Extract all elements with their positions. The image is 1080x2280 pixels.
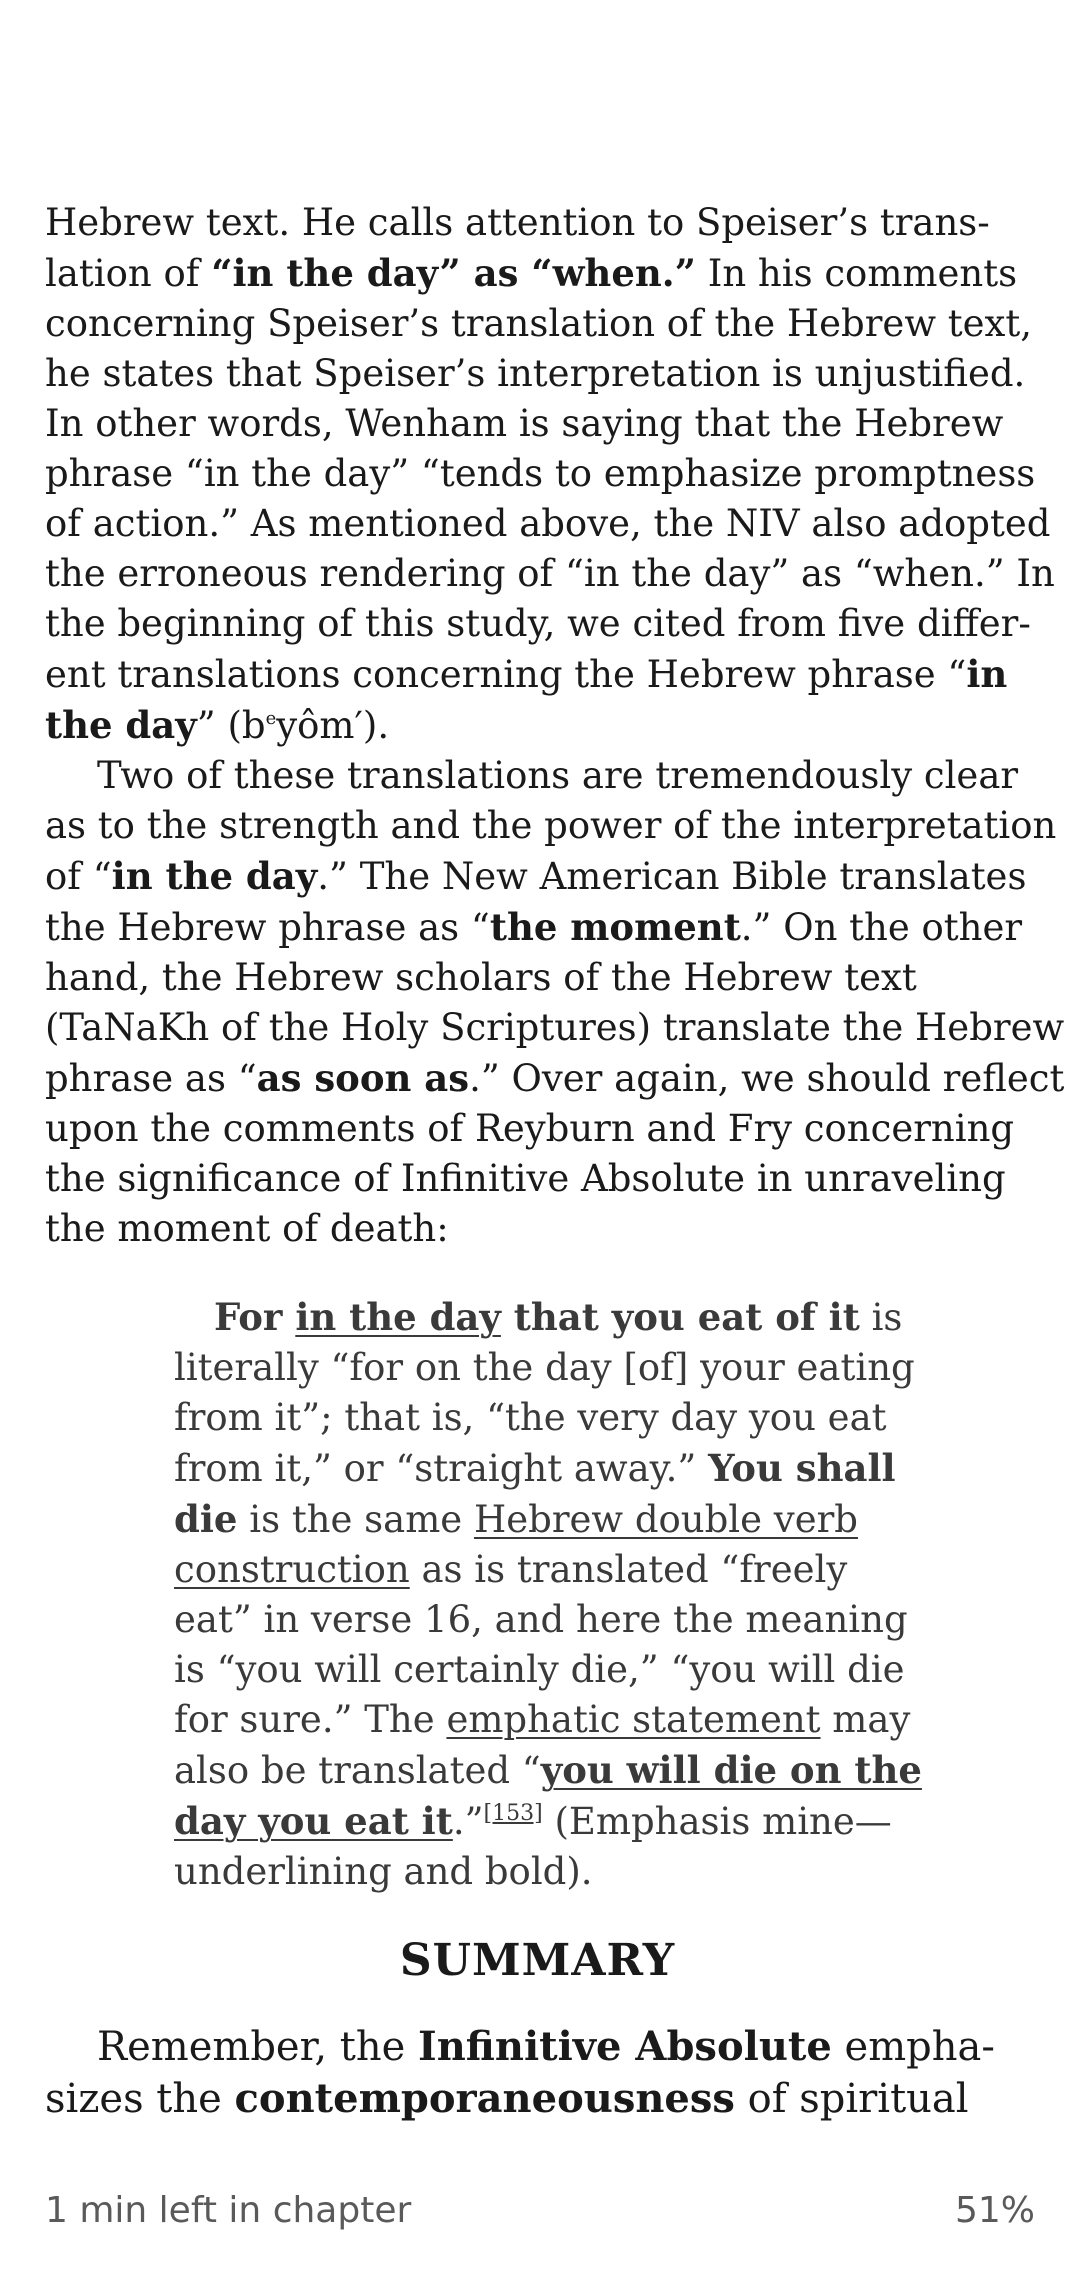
text-line: lation of “in the day” as “when.” In his comments [45,251,1018,295]
text-line: of “in the day.” The New American Bible translates [45,854,1027,898]
text-line: construction as is translated “freely [174,1548,848,1591]
paragraph [45,751,1065,1254]
text-line: is “you will certainly die,” “you will die [174,1648,905,1691]
text-line: In other words, Wenham is saying that the Hebrew [45,402,1004,445]
text-line: sizes the contemporaneousness of spiritual [45,2075,969,2122]
text-line: the significance of Infinitive Absolute in unraveling [45,1157,1006,1200]
text-line: (TaNaKh of the Holy Scriptures) translate the Hebrew [45,1006,1065,1049]
text-line: the moment of death: [45,1207,449,1250]
text-line: as to the strength and the power of the interpretation [45,804,1057,847]
text-line: hand, the Hebrew scholars of the Hebrew text [45,956,917,999]
section-heading: SUMMARY [399,1935,676,1986]
text-line: from it,” or “straight away.” You shall [174,1446,896,1490]
text-line: the day” $(b^eyôm')$. [45,703,390,747]
text-line: die is the same Hebrew double verb [174,1497,858,1541]
paragraph [45,2021,1045,2125]
text-line: phrase “in the day” “tends to emphasize promptness [45,452,1036,495]
text-line: the beginning of this study, we cited from five differ- [45,602,1031,645]
time-left-label[interactable]: 1 min left in chapter [45,2190,412,2231]
reader-page[interactable] [45,198,1065,2125]
block-quote [174,1292,922,1897]
text-line: from it”; that is, “the very day you eat [174,1396,887,1439]
paragraph [45,198,1055,751]
progress-percent: 51% [954,2190,1035,2231]
text-line: eat” in verse 16, and here the meaning [174,1598,908,1641]
text-line: Hebrew text. He calls attention to Speiser’s trans- [45,201,990,244]
text-line: underlining and bold). [174,1850,593,1893]
text-line: literally “for on the day [of] your eating [174,1346,915,1389]
text-line: for sure.” The emphatic statement may [174,1698,911,1741]
text-line: Two of these translations are tremendously clear [97,754,1019,797]
text-line: concerning Speiser’s translation of the Hebrew text, [45,302,1033,345]
text-line: the Hebrew phrase as “the moment.” On the other [45,905,1023,949]
text-line: also be translated “you will die on the [174,1748,922,1792]
text-line: For in the day that you eat of it is [214,1295,903,1339]
text-line: day you eat it.”[153] (Emphasis mine— [174,1799,892,1843]
text-line: of action.” As mentioned above, the NIV also adopted [45,502,1051,545]
reading-progress-footer[interactable] [45,2190,1035,2231]
text-line: ent translations concerning the Hebrew phrase “in [45,652,1008,696]
footnote-link[interactable]: [153] [483,1801,543,1826]
text-line: upon the comments of Reyburn and Fry concerning [45,1107,1015,1150]
text-line: the erroneous rendering of “in the day” as “when.” In [45,552,1055,595]
text-line: phrase as “as soon as.” Over again, we should reflect [45,1056,1065,1100]
text-line: Remember, the Infinitive Absolute empha- [97,2023,995,2070]
text-line: he states that Speiser’s interpretation is unjustified. [45,352,1026,395]
